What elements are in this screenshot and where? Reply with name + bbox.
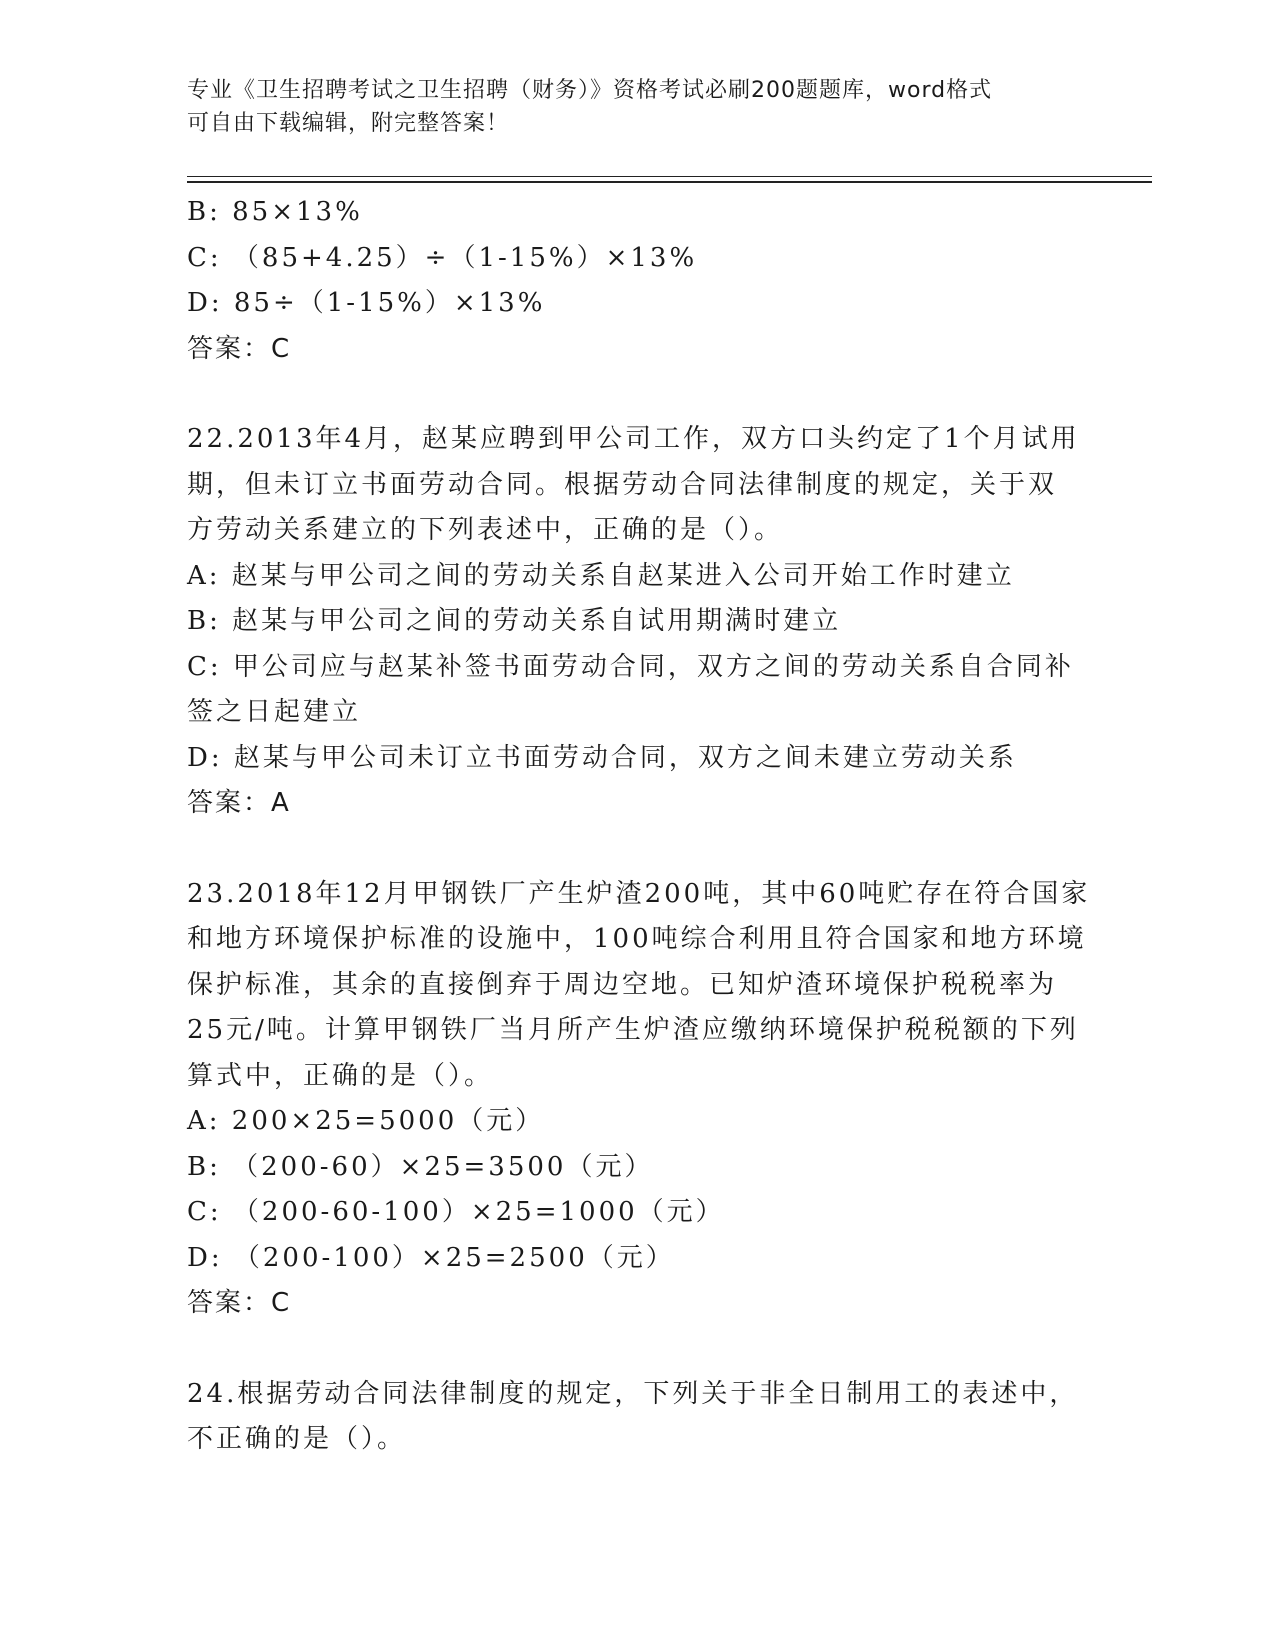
answer: 答案：C (187, 333, 292, 364)
option-a: A: 赵某与甲公司之间的劳动关系自赵某进入公司开始工作时建立 (187, 560, 1015, 591)
spacer (187, 372, 1087, 417)
header-divider-thick (187, 181, 1152, 183)
question-stem: 期，但未订立书面劳动合同。根据劳动合同法律制度的规定，关于双 (187, 469, 1058, 500)
header-divider-thin (187, 176, 1152, 177)
question-stem: 24.根据劳动合同法律制度的规定，下列关于非全日制用工的表述中， (187, 1378, 1079, 1409)
question-stem: 算式中，正确的是（）。 (187, 1060, 494, 1091)
question-stem: 不正确的是（）。 (187, 1424, 407, 1454)
question-stem: 方劳动关系建立的下列表述中，正确的是（）。 (187, 515, 784, 545)
document-header (187, 74, 1067, 140)
option-c: C: （85+4.25）÷（1-15%）×13% (187, 242, 698, 273)
header-title-line-2: 可自由下载编辑，附完整答案！ (187, 111, 510, 136)
spacer (187, 827, 1087, 872)
question-stem: 和地方环境保护标准的设施中，100吨综合利用且符合国家和地方环境 (187, 924, 1087, 954)
option-a: A: 200×25=5000（元） (187, 1106, 545, 1136)
document-body (187, 190, 1091, 1463)
question-22 (187, 417, 1087, 827)
header-title-line-1: 专业《卫生招聘考试之卫生招聘（财务）》资格考试必刷200题题库，word格式 (187, 78, 993, 103)
question-23 (187, 872, 1091, 1327)
answer: 答案：A (187, 788, 291, 818)
option-c: C: （200-60-100）×25=1000（元） (187, 1197, 725, 1227)
question-stem: 23.2018年12月甲钢铁厂产生炉渣200吨，其中60吨贮存在符合国家 (187, 878, 1091, 909)
question-24 (187, 1372, 1087, 1463)
option-d: D: 85÷（1-15%）×13% (187, 288, 546, 318)
question-21-tail (187, 190, 1087, 372)
answer: 答案：C (187, 1288, 292, 1318)
option-d: D: 赵某与甲公司未订立书面劳动合同，双方之间未建立劳动关系 (187, 742, 1017, 773)
option-b: B: （200-60）×25=3500（元） (187, 1151, 654, 1182)
option-b: B: 赵某与甲公司之间的劳动关系自试用期满时建立 (187, 606, 842, 636)
question-stem: 22.2013年4月，赵某应聘到甲公司工作，双方口头约定了1个月试用 (187, 424, 1080, 454)
question-stem: 保护标准，其余的直接倒弃于周边空地。已知炉渣环境保护税税率为 (187, 969, 1058, 1000)
option-b: B: 85×13% (187, 197, 363, 227)
spacer (187, 1327, 1087, 1372)
question-stem: 25元/吨。计算甲钢铁厂当月所产生炉渣应缴纳环境保护税税额的下列 (187, 1015, 1079, 1045)
option-c: C: 甲公司应与赵某补签书面劳动合同，双方之间的劳动关系自合同补 (187, 651, 1074, 682)
option-d: D: （200-100）×25=2500（元） (187, 1242, 675, 1273)
option-c-continued: 签之日起建立 (187, 697, 362, 727)
